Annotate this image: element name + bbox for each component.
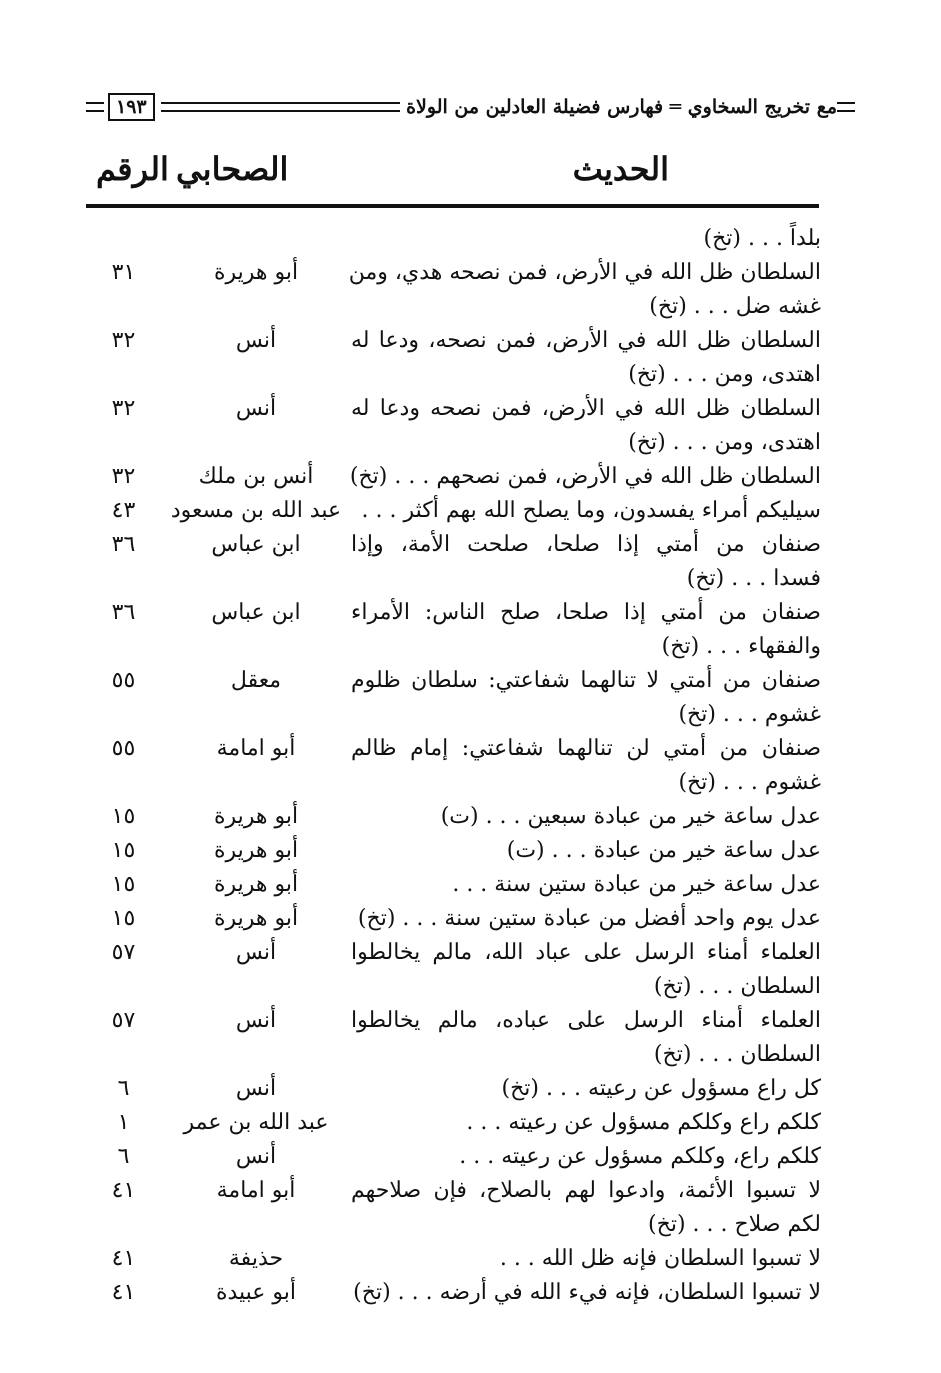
- hadith-text: [351, 528, 823, 596]
- hadith-line: لا تسبوا السلطان، فإنه فيء الله في أرضه . . . (تخ): [353, 1280, 821, 1305]
- entry-number: ١٥: [111, 872, 136, 897]
- index-entry: [86, 1276, 823, 1310]
- entry-number: ٤١: [111, 1178, 136, 1203]
- hadith-line: كلكم راع، وكلكم مسؤول عن رعيته . . .: [459, 1144, 821, 1169]
- index-entry: [86, 1140, 823, 1174]
- hadith-text: [351, 1140, 823, 1174]
- column-header-number: الرقم: [96, 150, 169, 188]
- hadith-text: [348, 256, 823, 324]
- index-entry: [86, 256, 823, 324]
- hadith-line: صنفان من أمتي لن تنالهما شفاعتي: إمام ظالم: [351, 736, 821, 761]
- hadith-text: [351, 1004, 823, 1072]
- hadith-text: [351, 222, 823, 256]
- hadith-line: العلماء أمناء الرسل على عباده، مالم يخالطوا: [351, 1008, 821, 1033]
- entry-number: ٣٢: [111, 396, 136, 421]
- entry-number: ٤١: [111, 1246, 136, 1271]
- sahabi-name: أنس: [235, 1144, 277, 1169]
- index-entry: [86, 1242, 823, 1276]
- hadith-line: السلطان ظل الله في الأرض، فمن نصحه ودعا له: [351, 396, 821, 421]
- entry-number: [86, 222, 161, 256]
- hadith-line: السلطان . . . (تخ): [653, 974, 821, 999]
- index-entry: [86, 392, 823, 460]
- sahabi-name: أنس بن ملك: [198, 464, 314, 489]
- index-entry: [86, 936, 823, 1004]
- hadith-text: [351, 664, 823, 732]
- hadith-line: والفقهاء . . . (تخ): [661, 634, 821, 659]
- hadith-line: السلطان . . . (تخ): [653, 1042, 821, 1067]
- running-head-ornament: [86, 102, 104, 112]
- entry-number: ٦: [117, 1144, 130, 1169]
- sahabi-name: أنس: [235, 1076, 277, 1101]
- sahabi-name: عبد الله بن عمر: [183, 1110, 329, 1135]
- entry-number: ٤١: [111, 1280, 136, 1305]
- hadith-line: السلطان ظل الله في الأرض، فمن نصحهم . . . (تخ): [349, 464, 821, 489]
- hadith-index-table: [86, 222, 823, 1310]
- hadith-line: فسدا . . . (تخ): [686, 566, 821, 591]
- running-head-title: مع تخريج السخاوي ═ فهارس فضيلة العادلين من الولاة: [406, 96, 837, 118]
- hadith-text: [351, 1174, 823, 1242]
- hadith-text: [351, 732, 823, 800]
- header-rule: [86, 204, 819, 208]
- index-entry: [86, 834, 823, 868]
- index-entry: [86, 664, 823, 732]
- hadith-text: [351, 596, 823, 664]
- hadith-text: [351, 1106, 823, 1140]
- entry-number: ٦: [117, 1076, 130, 1101]
- entry-number: ٣٦: [111, 600, 136, 625]
- hadith-text: [351, 868, 823, 902]
- hadith-text: [351, 494, 823, 528]
- index-entry: [86, 868, 823, 902]
- running-head: [86, 92, 855, 122]
- hadith-text: [351, 834, 823, 868]
- hadith-line: اهتدى، ومن . . . (تخ): [628, 430, 821, 455]
- hadith-line: صنفان من أمتي إذا صلحا، صلح الناس: الأمراء: [351, 600, 821, 625]
- hadith-line: صنفان من أمتي إذا صلحا، صلحت الأمة، وإذا: [351, 532, 821, 557]
- hadith-line: غشه ضل . . . (تخ): [649, 294, 821, 319]
- entry-number: ٣٦: [111, 532, 136, 557]
- index-entry: [86, 732, 823, 800]
- hadith-line: سيليكم أمراء يفسدون، وما يصلح الله بهم أكثر . . .: [361, 498, 821, 523]
- hadith-text: [351, 1242, 823, 1276]
- hadith-line: لا تسبوا الأئمة، وادعوا لهم بالصلاح، فإن صلاحهم: [351, 1178, 821, 1203]
- hadith-line: لكم صلاح . . . (تخ): [648, 1212, 821, 1237]
- hadith-line: العلماء أمناء الرسل على عباد الله، مالم يخالطوا: [351, 940, 822, 965]
- sahabi-name: أبو عبيدة: [215, 1280, 297, 1305]
- hadith-text: [351, 1072, 823, 1106]
- entry-number: ٥٥: [111, 736, 136, 761]
- sahabi-name: أنس: [235, 396, 277, 421]
- running-head-rule: [161, 102, 400, 112]
- hadith-line: لا تسبوا السلطان فإنه ظل الله . . .: [499, 1246, 821, 1271]
- entry-number: ١: [117, 1110, 130, 1135]
- entry-number: ٣٢: [111, 464, 136, 489]
- sahabi-name: أبو امامة: [216, 736, 296, 761]
- entry-number: ٣١: [111, 260, 136, 285]
- entry-number: ٣٢: [111, 328, 136, 353]
- hadith-line: عدل ساعة خير من عبادة ستين سنة . . .: [452, 872, 821, 897]
- hadith-text: [351, 324, 823, 392]
- index-entry: [86, 494, 823, 528]
- index-entry: [86, 1072, 823, 1106]
- index-entry: [86, 902, 823, 936]
- index-entry: [86, 1106, 823, 1140]
- hadith-text: [351, 460, 823, 494]
- hadith-text: [351, 902, 823, 936]
- column-headers: [86, 150, 819, 202]
- sahabi-name: ابن عباس: [211, 532, 301, 557]
- hadith-line: صنفان من أمتي لا تنالهما شفاعتي: سلطان ظلوم: [351, 668, 821, 693]
- hadith-line: غشوم . . . (تخ): [678, 702, 821, 727]
- hadith-line: السلطان ظل الله في الأرض، فمن نصحه هدي، ومن: [348, 260, 821, 285]
- hadith-line: غشوم . . . (تخ): [678, 770, 821, 795]
- entry-number: ١٥: [111, 906, 136, 931]
- hadith-text: [351, 1276, 823, 1310]
- sahabi-name: عبد الله بن مسعود: [170, 498, 342, 523]
- hadith-text: [351, 800, 823, 834]
- sahabi-name: أبو هريرة: [213, 804, 299, 829]
- entry-number: ٤٣: [111, 498, 136, 523]
- index-entry: [86, 596, 823, 664]
- hadith-line: كل راع مسؤول عن رعيته . . . (تخ): [501, 1076, 821, 1101]
- hadith-line: عدل ساعة خير من عبادة . . . (ت): [506, 838, 821, 863]
- entry-number: ١٥: [111, 804, 136, 829]
- hadith-text: [351, 392, 823, 460]
- sahabi-name: ابن عباس: [211, 600, 301, 625]
- running-head-ornament: [837, 102, 855, 112]
- sahabi-name: أبو هريرة: [213, 838, 299, 863]
- index-entry: [86, 800, 823, 834]
- sahabi-name: أبو هريرة: [213, 906, 299, 931]
- index-entry: [86, 324, 823, 392]
- column-header-sahabi: الصحابي: [176, 150, 289, 188]
- index-entry: [86, 528, 823, 596]
- entry-number: ١٥: [111, 838, 136, 863]
- sahabi-name: أنس: [235, 940, 277, 965]
- hadith-line: عدل يوم واحد أفضل من عبادة ستين سنة . . . (تخ): [357, 906, 821, 931]
- hadith-line: عدل ساعة خير من عبادة سبعين . . . (ت): [440, 804, 821, 829]
- sahabi-name: أنس: [235, 328, 277, 353]
- sahabi-name: أنس: [235, 1008, 277, 1033]
- sahabi-name: أبو هريرة: [213, 260, 299, 285]
- sahabi-name: معقل: [230, 668, 282, 693]
- sahabi-name: [161, 222, 351, 256]
- hadith-line: السلطان ظل الله في الأرض، فمن نصحه، ودعا له: [351, 328, 821, 353]
- column-header-hadith: الحديث: [572, 150, 669, 188]
- sahabi-name: حذيفة: [228, 1246, 284, 1271]
- index-entry: [86, 1004, 823, 1072]
- entry-number: ٥٥: [111, 668, 136, 693]
- entry-number: ٥٧: [111, 1008, 136, 1033]
- index-entry: [86, 460, 823, 494]
- hadith-line: اهتدى، ومن . . . (تخ): [628, 362, 821, 387]
- page-number: ١٩٣: [108, 93, 155, 121]
- index-entry: [86, 222, 823, 256]
- sahabi-name: أبو هريرة: [213, 872, 299, 897]
- sahabi-name: أبو امامة: [216, 1178, 296, 1203]
- hadith-line: بلداً . . . (تخ): [703, 226, 821, 251]
- hadith-text: [351, 936, 823, 1004]
- hadith-line: كلكم راع وكلكم مسؤول عن رعيته . . .: [466, 1110, 821, 1135]
- index-entry: [86, 1174, 823, 1242]
- entry-number: ٥٧: [111, 940, 136, 965]
